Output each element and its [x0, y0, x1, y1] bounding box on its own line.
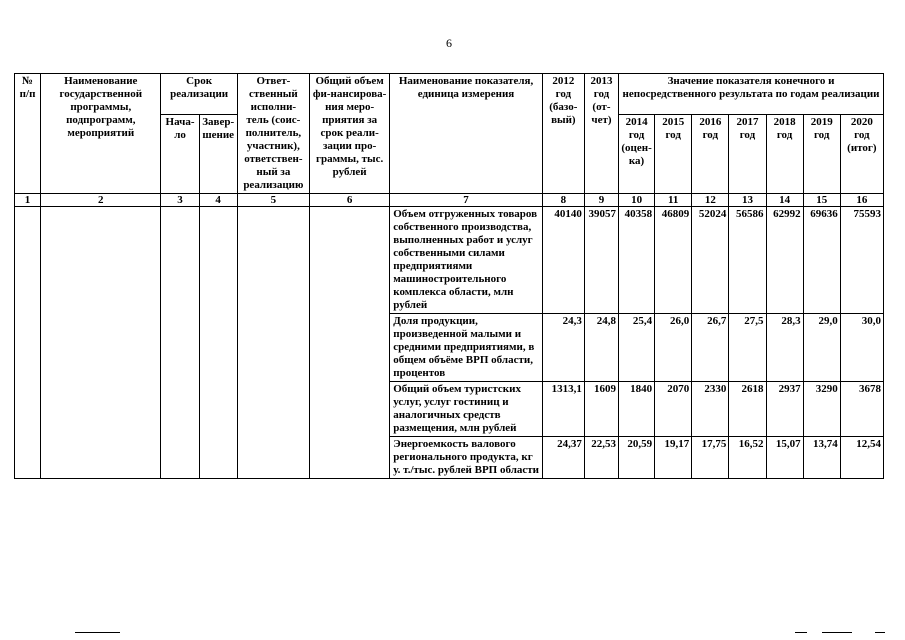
value-cell: 2618: [729, 382, 766, 437]
column-number: 5: [237, 194, 309, 207]
header-term-end: Завер-шение: [199, 115, 237, 194]
empty-cell: [199, 207, 237, 479]
value-cell: 24,3: [542, 314, 584, 382]
value-cell: 26,0: [655, 314, 692, 382]
column-number: 1: [15, 194, 41, 207]
header-2017: 2017 год: [729, 115, 766, 194]
indicators-table: [14, 73, 884, 479]
empty-cell: [309, 207, 389, 479]
column-number: 12: [692, 194, 729, 207]
footer-rule: [822, 632, 852, 633]
header-2016: 2016 год: [692, 115, 729, 194]
column-number: 16: [840, 194, 883, 207]
empty-cell: [15, 207, 41, 479]
column-number: 11: [655, 194, 692, 207]
value-cell: 17,75: [692, 437, 729, 479]
header-2018: 2018 год: [766, 115, 803, 194]
value-cell: 39057: [584, 207, 618, 314]
footer-rule: [75, 632, 120, 633]
value-cell: 46809: [655, 207, 692, 314]
header-2014: 2014 год (оцен-ка): [619, 115, 655, 194]
value-cell: 13,74: [803, 437, 840, 479]
column-number: 14: [766, 194, 803, 207]
indicator-name: Энергоемкость валового регионального продукта, кг у. т./тыс. рублей ВРП области: [390, 437, 543, 479]
value-cell: 26,7: [692, 314, 729, 382]
page-number: 6: [446, 36, 452, 50]
value-cell: 28,3: [766, 314, 803, 382]
value-cell: 2070: [655, 382, 692, 437]
table-row: [15, 207, 884, 314]
header-2013: 2013 год (от-чет): [584, 74, 618, 194]
value-cell: 2330: [692, 382, 729, 437]
header-term-start: Нача-ло: [161, 115, 199, 194]
column-number: 7: [390, 194, 543, 207]
header-no: № п/п: [15, 74, 41, 194]
value-cell: 29,0: [803, 314, 840, 382]
value-cell: 69636: [803, 207, 840, 314]
header-indicator: Наименование показателя, единица измерения: [390, 74, 543, 194]
header-2015: 2015 год: [655, 115, 692, 194]
footer-rule: [795, 632, 807, 633]
column-number: 4: [199, 194, 237, 207]
column-number: 2: [41, 194, 161, 207]
value-cell: 3678: [840, 382, 883, 437]
column-number: 8: [542, 194, 584, 207]
value-cell: 52024: [692, 207, 729, 314]
footer-rule: [875, 632, 885, 633]
header-term: Срок реализации: [161, 74, 237, 115]
empty-cell: [237, 207, 309, 479]
column-number: 3: [161, 194, 199, 207]
empty-cell: [161, 207, 199, 479]
header-program: Наименование государственной программы, подпрограмм, мероприятий: [41, 74, 161, 194]
value-cell: 19,17: [655, 437, 692, 479]
empty-cell: [41, 207, 161, 479]
indicator-name: Объем отгруженных товаров собственного производства, выполненных работ и услуг собственными силами предприятиями машиностроительного комплекса области, млн рублей: [390, 207, 543, 314]
value-cell: 3290: [803, 382, 840, 437]
column-number-row: [15, 194, 884, 207]
value-cell: 40140: [542, 207, 584, 314]
header-funding: Общий объем фи-нансирова-ния меро-приятия за срок реали-зации про-граммы, тыс. рублей: [309, 74, 389, 194]
column-number: 6: [309, 194, 389, 207]
indicator-name: Доля продукции, произведенной малыми и средними предприятиями, в общем объёме ВРП области, процентов: [390, 314, 543, 382]
value-cell: 24,37: [542, 437, 584, 479]
value-cell: 24,8: [584, 314, 618, 382]
value-cell: 12,54: [840, 437, 883, 479]
value-cell: 1840: [619, 382, 655, 437]
column-number: 15: [803, 194, 840, 207]
indicator-name: Общий объем туристских услуг, услуг гостиниц и аналогичных средств размещения, млн рублей: [390, 382, 543, 437]
column-number: 9: [584, 194, 618, 207]
value-cell: 22,53: [584, 437, 618, 479]
value-cell: 2937: [766, 382, 803, 437]
column-number: 13: [729, 194, 766, 207]
value-cell: 27,5: [729, 314, 766, 382]
value-cell: 16,52: [729, 437, 766, 479]
value-cell: 1313,1: [542, 382, 584, 437]
header-2012: 2012 год (базо-вый): [542, 74, 584, 194]
value-cell: 62992: [766, 207, 803, 314]
value-cell: 30,0: [840, 314, 883, 382]
column-number: 10: [619, 194, 655, 207]
value-cell: 25,4: [619, 314, 655, 382]
header-2020: 2020 год (итог): [840, 115, 883, 194]
header-values-group: Значение показателя конечного и непосредственного результата по годам реализации: [619, 74, 884, 115]
value-cell: 40358: [619, 207, 655, 314]
value-cell: 1609: [584, 382, 618, 437]
value-cell: 75593: [840, 207, 883, 314]
value-cell: 56586: [729, 207, 766, 314]
value-cell: 20,59: [619, 437, 655, 479]
header-2019: 2019 год: [803, 115, 840, 194]
value-cell: 15,07: [766, 437, 803, 479]
header-executor: Ответ-ственный исполни-тель (соис-полнитель, участник), ответствен-ный за реализацию: [237, 74, 309, 194]
